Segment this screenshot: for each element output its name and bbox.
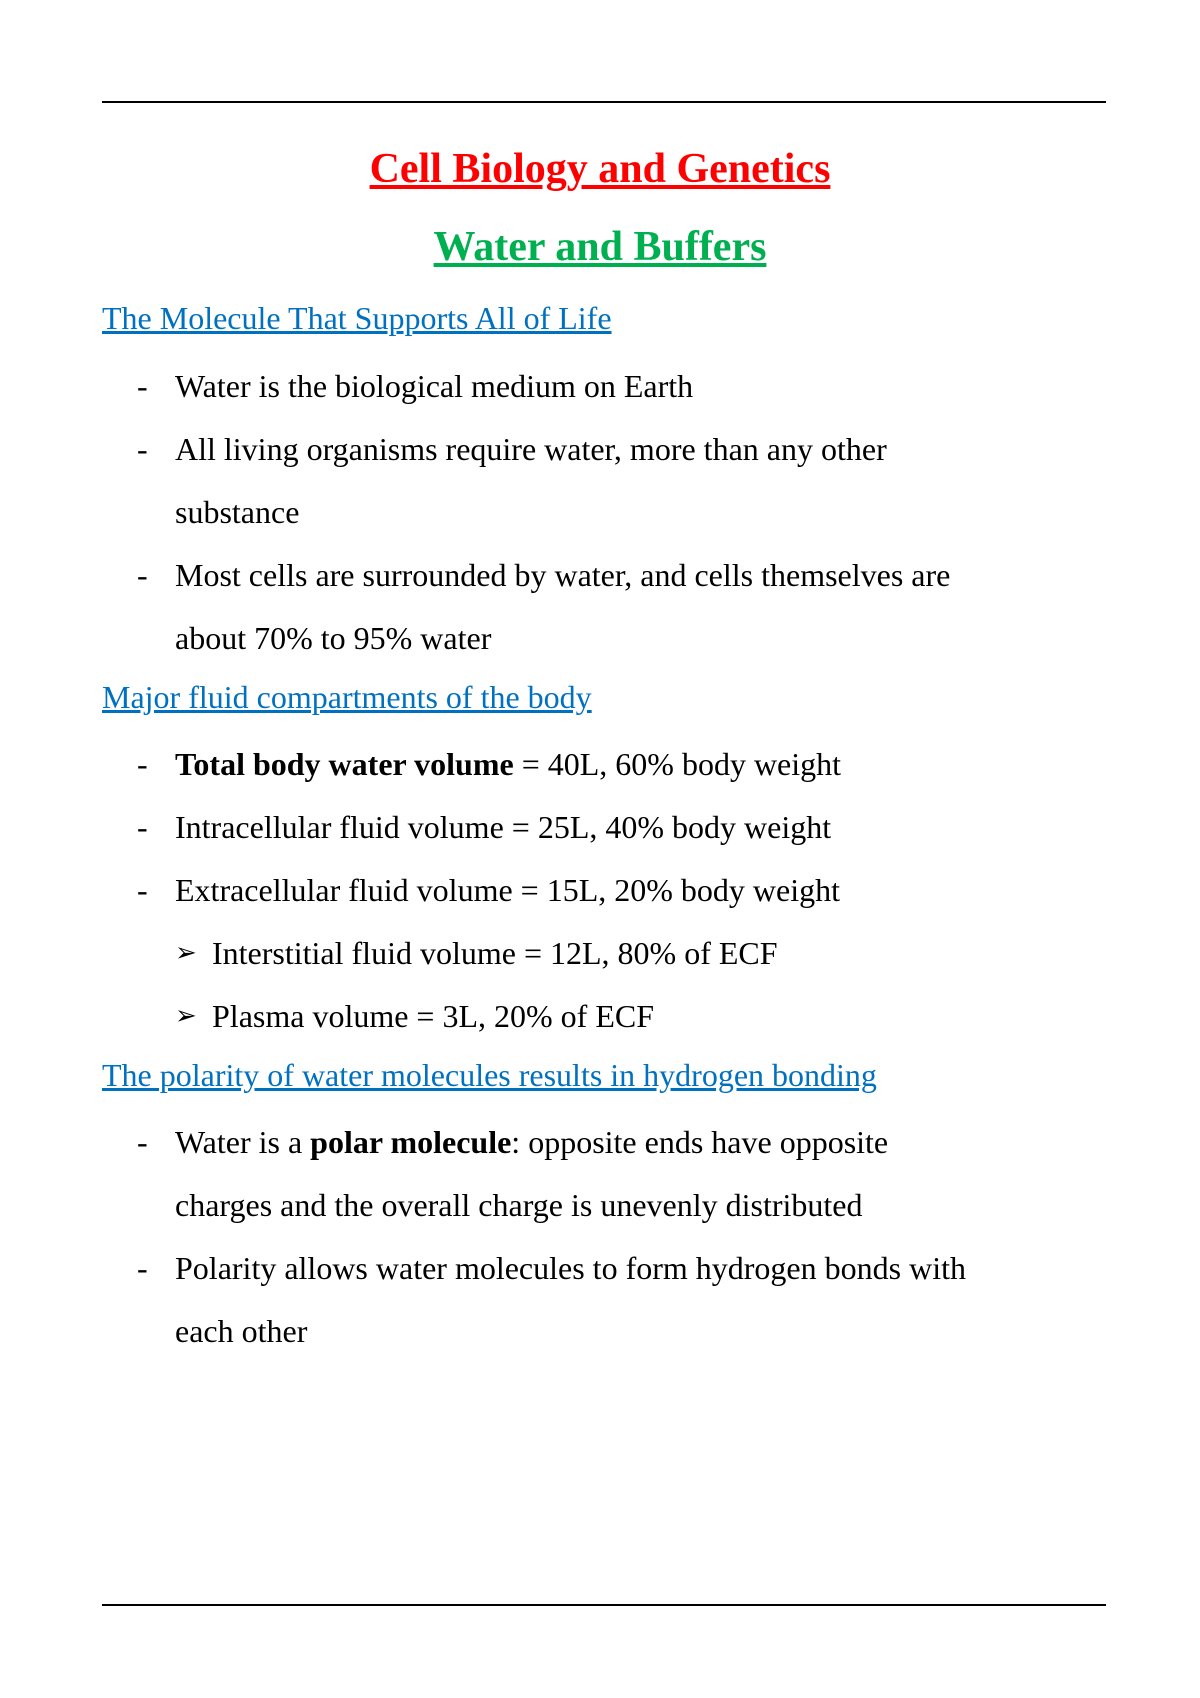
bullet-dash: - [137, 431, 148, 467]
bullet-text: Most cells are surrounded by water, and cells themselves are [175, 557, 951, 593]
bullet-text-before: Water is a [175, 1124, 311, 1160]
list-item [102, 355, 1102, 418]
bullet-text: All living organisms require water, more than any other [175, 431, 887, 467]
section-heading-molecule-of-life: The Molecule That Supports All of Life [102, 300, 612, 336]
bold-term: polar molecule [310, 1124, 512, 1160]
sub-list-item [102, 922, 1102, 985]
list-item [102, 1237, 1102, 1300]
sub-list-item [102, 985, 1102, 1048]
arrow-bullet-icon: ➢ [175, 938, 197, 968]
bullet-dash: - [137, 872, 148, 908]
sub-bullet-text: Plasma volume = 3L, 20% of ECF [212, 998, 655, 1034]
bullet-text-after: : opposite ends have opposite [511, 1124, 889, 1160]
bullet-continuation: each other [175, 1313, 308, 1349]
bullet-text: Extracellular fluid volume = 15L, 20% body weight [175, 872, 840, 908]
section-heading-polarity: The polarity of water molecules results in hydrogen bonding [102, 1057, 877, 1093]
bullet-continuation: substance [175, 494, 300, 530]
bullet-continuation: about 70% to 95% water [175, 620, 492, 656]
list-item [102, 733, 1102, 796]
header-rule [102, 101, 1106, 103]
bullet-dash: - [137, 1124, 148, 1160]
list-item [102, 418, 1102, 481]
bullet-text [175, 1111, 888, 1174]
bullet-text [175, 733, 841, 796]
document-title: Cell Biology and Genetics [369, 146, 831, 192]
list-item [102, 1111, 1102, 1174]
list-item [102, 796, 1102, 859]
footer-rule [102, 1604, 1106, 1606]
section-heading-fluid-compartments: Major fluid compartments of the body [102, 679, 592, 715]
bullet-dash: - [137, 368, 148, 404]
document-subtitle: Water and Buffers [433, 224, 767, 270]
bullet-dash: - [137, 809, 148, 845]
bullet-text: Intracellular fluid volume = 25L, 40% body weight [175, 809, 832, 845]
bullet-text: Polarity allows water molecules to form hydrogen bonds with [175, 1250, 966, 1286]
sub-bullet-text: Interstitial fluid volume = 12L, 80% of ECF [212, 935, 778, 971]
bullet-continuation: charges and the overall charge is unevenly distributed [175, 1187, 863, 1223]
bullet-dash: - [137, 746, 148, 782]
bullet-dash: - [137, 557, 148, 593]
list-item [102, 859, 1102, 922]
bullet-dash: - [137, 1250, 148, 1286]
bold-term: Total body water volume [175, 746, 514, 782]
bullet-text-rest: = 40L, 60% body weight [513, 746, 842, 782]
bullet-text: Water is the biological medium on Earth [175, 368, 694, 404]
arrow-bullet-icon: ➢ [175, 1001, 197, 1031]
list-item [102, 544, 1102, 607]
